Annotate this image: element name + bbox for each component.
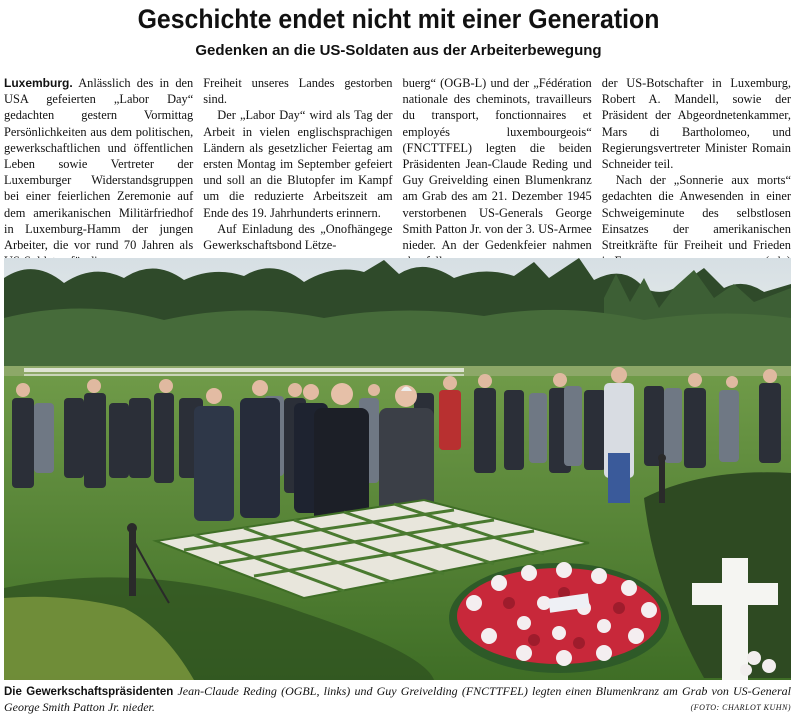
column-2 (203, 75, 392, 251)
caption-body: Jean-Claude Reding (OGBL, links) und Guy Greivelding (FNCTTFEL) legten einen Blumenkranz am Grab von US-General George Smith Patton Jr. nieder. (4, 684, 791, 714)
article-body (4, 75, 791, 251)
paragraph: Auf Einladung des „Onofhängege Gewerkschaftsbond Lëtze- (203, 221, 393, 253)
caption-lead: Die Gewerkschaftspräsidenten (4, 686, 174, 698)
subheadline: Gedenken an die US-Soldaten aus der Arbeiterbewegung (195, 42, 602, 59)
paragraph (602, 172, 791, 269)
paragraph: buerg“ (OGB-L) und der „Fédération nationale des cheminots, travailleurs du transport, fonctionnaires et employés luxembourgeois“ (FNCTTFEL) legten die beiden Präsidenten Jean-Claude Reding und Guy Greivelding einen Blumenkranz am Grab des am 21. Dezember 1945 verstorbenen US-Generals George Smith Patton Jr. von der 3. US-Armee nieder. An der Gedenkfeier nahmen (402, 76, 592, 253)
paragraph: Freiheit unseres Landes gestorben sind. (203, 76, 393, 107)
paragraph-text: Nach der „Sonnerie aux morts“ gedachten die Anwesenden in einer Schweigeminute des selbstlosen Einsatzes der amerikanischen Streitkräfte für Freiheit und Frieden (601, 173, 791, 253)
photo-caption (4, 684, 791, 714)
paragraph-text: Anlässlich des in den USA gefeierten „Labor Day“ gedachten gestern Vormittag Persönlichkeiten aus dem politischen, gewerkschaftlichen und öffentlichen Leben sowie Vertreter der Luxemburger Widerstandsgruppen bei einer feierlichen Zeremonie auf dem amerikanischen Militärfriedhof in Luxemburg-Hamm der jungen Arbeiter, die vor rund 70 Jahren als (4, 76, 194, 253)
column-4 (602, 75, 791, 251)
headline: Geschichte endet nicht mit einer Generation (137, 4, 660, 34)
photo-credit: (FOTO: CHARLOT KUHN) (690, 703, 791, 712)
ceremony-photo (4, 258, 791, 680)
column-1 (4, 75, 193, 251)
paragraph: der US-Botschafter in Luxemburg, Robert A. Mandell, sowie der Präsident der Abgeordnetenkammer, Mars di Bartholomeo, und Regierungsvertreter Minister Romain Schneider teil. (601, 76, 791, 172)
red-jacket (439, 390, 461, 450)
photo-illustration (4, 258, 791, 680)
column-3 (403, 75, 592, 251)
paragraph (4, 75, 193, 269)
dateline: Luxemburg. (4, 76, 73, 90)
paragraph: Der „Labor Day“ wird als Tag der Arbeit in vielen englischsprachigen Ländern als gesetzlicher Feiertag am ersten Montag im September gefeiert und soll an die Blutopfer im Kampf um die reduzierte Arbeitszeit am Ende des 19. Jahrhunderts erinnern. (203, 108, 393, 220)
